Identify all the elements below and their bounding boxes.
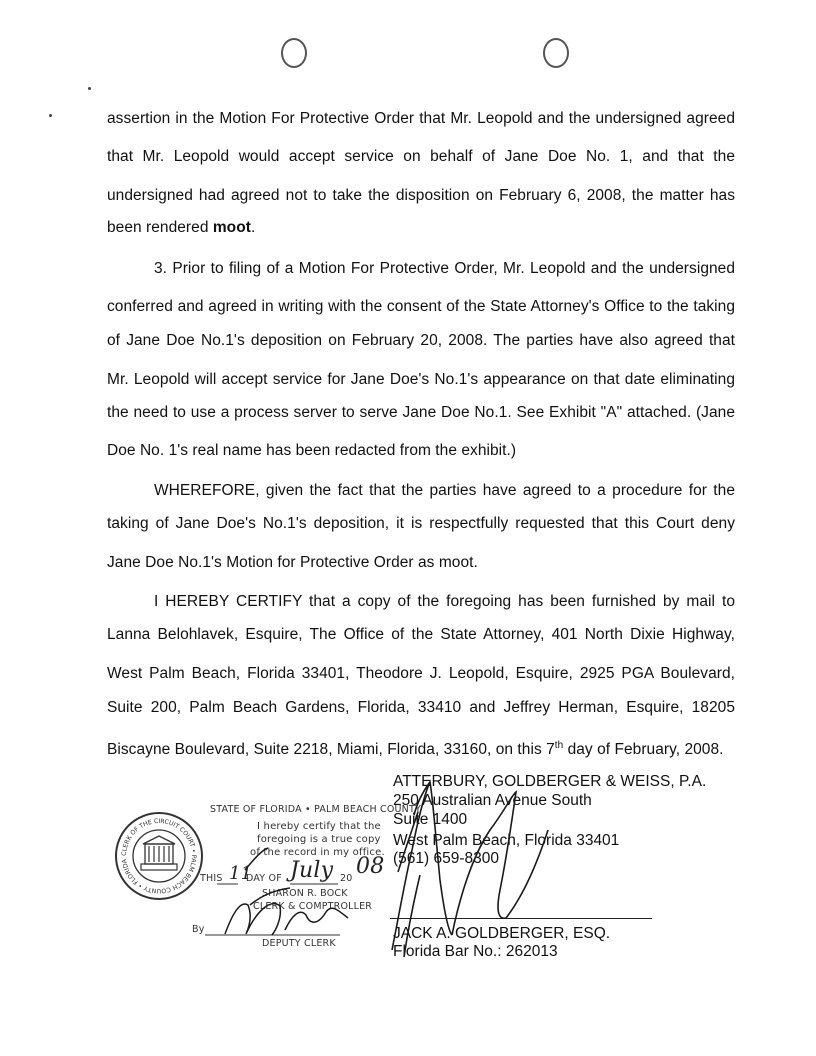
stamp-certify-line: I hereby certify that the <box>257 821 381 832</box>
stamp-certify-line: of the record in my office. <box>250 847 385 858</box>
paragraph-line <box>107 736 735 760</box>
firm-phone: (561) 659-8300 <box>393 850 499 867</box>
bar-number: Florida Bar No.: 262013 <box>393 943 558 960</box>
paragraph-line: Mr. Leopold will accept service for Jane Doe's No.1's appearance on that date eliminating <box>107 371 735 388</box>
paragraph-line: assertion in the Motion For Protective Order that Mr. Leopold and the undersigned agreed <box>107 110 735 127</box>
scan-speck <box>49 114 52 117</box>
text-span: been rendered <box>107 219 213 236</box>
attorney-name: JACK A. GOLDBERGER, ESQ. <box>393 925 611 942</box>
handwritten-day: 11 <box>229 863 253 884</box>
paragraph-line: Doe No. 1's real name has been redacted from the exhibit.) <box>107 442 517 459</box>
seal-text: CLERK OF THE CIRCUIT COURT • PALM BEACH COUNTY • FLORIDA <box>120 817 198 895</box>
firm-suite: Suite 1400 <box>393 811 468 828</box>
paragraph-line: of Jane Doe No.1's deposition on February 20, 2008. The parties have also agreed that <box>107 332 735 349</box>
clerk-name: SHARON R. BOCK <box>262 888 348 899</box>
stamp-header: STATE OF FLORIDA • PALM BEACH COUNTY <box>210 804 421 815</box>
paragraph-line: that Mr. Leopold would accept service on behalf of Jane Doe No. 1, and that the <box>107 148 735 165</box>
seal-graphic <box>117 814 201 898</box>
paragraph-line: I HEREBY CERTIFY that a copy of the foregoing has been furnished by mail to <box>154 593 735 610</box>
paragraph-line: conferred and agreed in writing with the consent of the State Attorney's Office to the taking <box>107 298 735 315</box>
firm-address: 250 Australian Avenue South <box>393 792 592 809</box>
punch-hole-left <box>281 38 307 68</box>
stamp-by-label: By <box>192 924 205 935</box>
stamp-this-label: THIS <box>200 873 223 884</box>
stamp-day-label: DAY OF <box>246 873 282 884</box>
stamp-year-prefix: 20 <box>340 873 353 884</box>
stamp-certify-line: foregoing is a true copy <box>257 834 381 845</box>
handwritten-month: July <box>290 858 334 883</box>
handwritten-year: 08 <box>356 854 385 879</box>
paragraph-line: Lanna Belohlavek, Esquire, The Office of the State Attorney, 401 North Dixie Highway, <box>107 626 735 643</box>
paragraph-line: Suite 200, Palm Beach Gardens, Florida, 33410 and Jeffrey Herman, Esquire, 18205 <box>107 699 735 716</box>
paragraph-line: the need to use a process server to serve Jane Doe No.1. See Exhibit "A" attached. (Jane <box>107 404 735 421</box>
signature-line <box>390 918 652 919</box>
text-span: day of February, 2008. <box>563 741 724 759</box>
clerk-seal <box>115 812 203 900</box>
paragraph-line: WHEREFORE, given the fact that the parties have agreed to a procedure for the <box>154 482 735 499</box>
paragraph-line: West Palm Beach, Florida 33401, Theodore J. Leopold, Esquire, 2925 PGA Boulevard, <box>107 665 735 682</box>
punch-hole-right <box>543 38 569 68</box>
text-span: . <box>250 219 256 236</box>
bold-text: moot <box>212 219 251 236</box>
text-span: Biscayne Boulevard, Suite 2218, Miami, Florida, 33160, on this 7 <box>107 741 555 759</box>
paragraph-line <box>107 218 735 238</box>
deputy-clerk-label: DEPUTY CLERK <box>262 938 336 949</box>
paragraph-line: undersigned had agreed not to take the disposition on February 6, 2008, the matter has <box>107 187 735 204</box>
firm-name: ATTERBURY, GOLDBERGER & WEISS, P.A. <box>393 773 707 790</box>
scan-speck <box>88 87 91 90</box>
paragraph-line: 3. Prior to filing of a Motion For Protective Order, Mr. Leopold and the undersigned <box>154 260 735 277</box>
firm-city: West Palm Beach, Florida 33401 <box>393 832 620 849</box>
paragraph-line: Jane Doe No.1's Motion for Protective Order as moot. <box>107 554 478 571</box>
paragraph-line: taking of Jane Doe's No.1's deposition, it is respectfully requested that this Court deny <box>107 515 735 532</box>
clerk-title: CLERK & COMPTROLLER <box>253 901 373 912</box>
superscript: th <box>554 740 564 751</box>
